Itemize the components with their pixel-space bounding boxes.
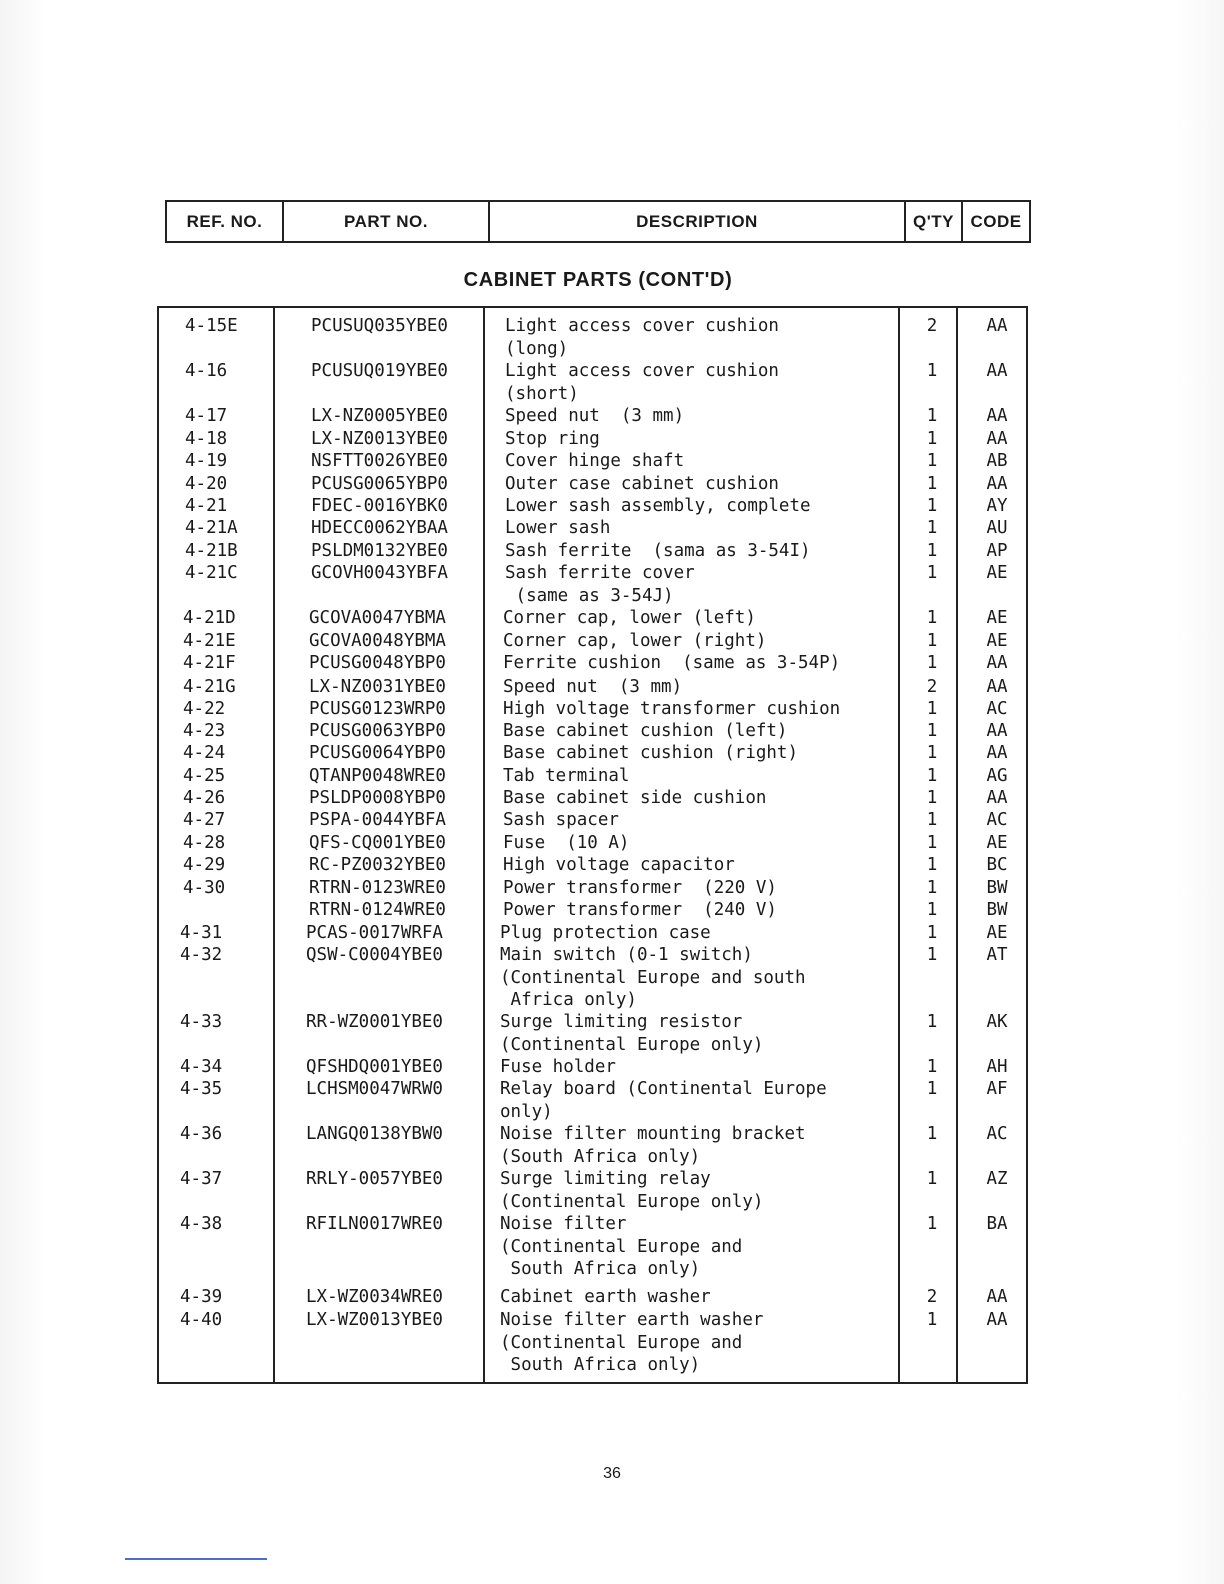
part-no-cell: PCAS-0017WRFA (306, 923, 443, 943)
code-cell: AA (986, 429, 1008, 449)
description-line: Surge limiting relay (500, 1169, 711, 1189)
qty-cell: 1 (926, 1012, 938, 1032)
qty-cell: 1 (926, 1079, 938, 1099)
part-no-cell: PCUSG0065YBP0 (311, 474, 448, 494)
description-line: Sash spacer (503, 810, 619, 830)
code-cell: AA (986, 721, 1008, 741)
code-cell: BW (986, 900, 1008, 920)
ref-no-cell: 4-39 (180, 1287, 223, 1307)
description-line: Fuse holder (500, 1057, 616, 1077)
part-no-cell: QTANP0048WRE0 (309, 766, 446, 786)
code-cell: AE (986, 631, 1008, 651)
ref-no-cell: 4-26 (183, 788, 226, 808)
description-cell (503, 765, 629, 788)
code-cell: AG (986, 766, 1008, 786)
description-line: Base cabinet cushion (left) (503, 721, 788, 741)
part-no-cell: PCUSG0048YBP0 (309, 653, 446, 673)
ref-no-cell: 4-34 (180, 1057, 223, 1077)
ref-no-cell: 4-38 (180, 1214, 223, 1234)
qty-cell: 1 (926, 923, 938, 943)
code-cell: AZ (986, 1169, 1008, 1189)
code-cell: AT (986, 945, 1008, 965)
qty-cell: 1 (926, 451, 938, 471)
description-line: Corner cap, lower (left) (503, 608, 756, 628)
part-no-cell: QFS-CQ001YBE0 (309, 833, 446, 853)
ref-no-cell: 4-32 (180, 945, 223, 965)
description-cell (503, 809, 619, 832)
description-line: Plug protection case (500, 923, 711, 943)
part-no-cell: RTRN-0123WRE0 (309, 878, 446, 898)
code-cell: AA (986, 1287, 1008, 1307)
description-line: Cabinet earth washer (500, 1287, 711, 1307)
description-cell (505, 562, 695, 607)
description-line: Lower sash (505, 518, 611, 538)
qty-cell: 1 (926, 1214, 938, 1234)
qty-cell: 1 (926, 855, 938, 875)
qty-cell: 1 (926, 406, 938, 426)
part-no-cell: LANGQ0138YBW0 (306, 1124, 443, 1144)
ref-no-cell: 4-27 (183, 810, 226, 830)
qty-cell: 1 (926, 878, 938, 898)
description-cell (503, 899, 777, 922)
ref-no-cell: 4-21D (183, 608, 236, 628)
column-divider (898, 308, 900, 1382)
description-cell (500, 922, 711, 945)
header-description: DESCRIPTION (490, 202, 906, 241)
qty-cell: 1 (926, 518, 938, 538)
description-line: (Continental Europe only) (500, 1191, 764, 1212)
code-cell: AC (986, 699, 1008, 719)
part-no-cell: RTRN-0124WRE0 (309, 900, 446, 920)
description-line: Relay board (Continental Europe (500, 1079, 827, 1099)
code-cell: AA (986, 361, 1008, 381)
qty-cell: 1 (926, 945, 938, 965)
description-line: Ferrite cushion (same as 3-54P) (503, 653, 841, 673)
code-cell: AA (986, 406, 1008, 426)
description-line: (long) (505, 338, 569, 359)
description-line: High voltage transformer cushion (503, 699, 841, 719)
code-cell: AE (986, 608, 1008, 628)
code-cell: AF (986, 1079, 1008, 1099)
part-no-cell: QSW-C0004YBE0 (306, 945, 443, 965)
part-no-cell: PSPA-0044YBFA (309, 810, 446, 830)
description-cell (503, 630, 766, 653)
code-cell: AY (986, 496, 1008, 516)
header-qty: Q'TY (906, 202, 963, 241)
section-title: CABINET PARTS (CONT'D) (463, 269, 733, 291)
description-line: Light access cover cushion (505, 316, 779, 336)
qty-cell: 1 (926, 563, 938, 583)
qty-cell: 1 (926, 474, 938, 494)
description-line: Speed nut (3 mm) (503, 677, 683, 697)
ref-no-cell: 4-21C (185, 563, 238, 583)
qty-cell: 1 (926, 429, 938, 449)
ref-no-cell: 4-21E (183, 631, 236, 651)
qty-cell: 1 (926, 1169, 938, 1189)
part-no-cell: GCOVH0043YBFA (311, 563, 448, 583)
part-no-cell: PCUSUQ019YBE0 (311, 361, 448, 381)
description-cell (503, 787, 766, 810)
description-line: only) (500, 1101, 553, 1122)
part-no-cell: HDECC0062YBAA (311, 518, 448, 538)
code-cell: AA (986, 788, 1008, 808)
description-line: Surge limiting resistor (500, 1012, 743, 1032)
description-line: (Continental Europe and (500, 1236, 743, 1257)
description-cell (503, 877, 777, 900)
qty-cell: 1 (926, 743, 938, 763)
description-line: (South Africa only) (500, 1146, 701, 1167)
code-cell: AC (986, 810, 1008, 830)
qty-cell: 2 (926, 316, 938, 336)
part-no-cell: RR-WZ0001YBE0 (306, 1012, 443, 1032)
description-cell (505, 360, 779, 405)
description-line: Base cabinet side cushion (503, 788, 767, 808)
description-line: (Continental Europe only) (500, 1034, 764, 1055)
description-line: Noise filter mounting bracket (500, 1124, 806, 1144)
part-no-cell: FDEC-0016YBK0 (311, 496, 448, 516)
description-cell (505, 450, 684, 473)
ref-no-cell: 4-35 (180, 1079, 223, 1099)
ref-no-cell: 4-20 (185, 474, 228, 494)
description-cell (500, 1213, 742, 1281)
description-cell (505, 540, 811, 563)
description-line: Power transformer (240 V) (503, 900, 777, 920)
code-cell: AA (986, 474, 1008, 494)
qty-cell: 2 (926, 1287, 938, 1307)
ref-no-cell: 4-21F (183, 653, 236, 673)
description-line: Power transformer (220 V) (503, 878, 777, 898)
ref-no-cell: 4-18 (185, 429, 228, 449)
ref-no-cell: 4-30 (183, 878, 226, 898)
description-cell (503, 676, 682, 699)
header-part-no: PART NO. (284, 202, 490, 241)
description-line: Cover hinge shaft (505, 451, 685, 471)
description-cell (503, 742, 798, 765)
description-line: Sash ferrite (sama as 3-54I) (505, 541, 811, 561)
code-cell: BA (986, 1214, 1008, 1234)
description-line: Tab terminal (503, 766, 630, 786)
description-cell (503, 720, 787, 743)
description-line: (same as 3-54J) (505, 585, 674, 606)
part-no-cell: GCOVA0047YBMA (309, 608, 446, 628)
description-line: Lower sash assembly, complete (505, 496, 811, 516)
qty-cell: 1 (926, 361, 938, 381)
ref-no-cell: 4-15E (185, 316, 238, 336)
page-edge-left (0, 0, 48, 1584)
part-no-cell: GCOVA0048YBMA (309, 631, 446, 651)
column-header-table (165, 200, 1031, 243)
code-cell: AU (986, 518, 1008, 538)
description-line: High voltage capacitor (503, 855, 735, 875)
code-cell: AH (986, 1057, 1008, 1077)
part-no-cell: RFILN0017WRE0 (306, 1214, 443, 1234)
qty-cell: 1 (926, 541, 938, 561)
description-line: (Continental Europe and south (500, 967, 806, 988)
ref-no-cell: 4-25 (183, 766, 226, 786)
description-line: (Continental Europe and (500, 1332, 743, 1353)
ref-no-cell: 4-29 (183, 855, 226, 875)
description-line: Stop ring (505, 429, 600, 449)
description-line: Noise filter earth washer (500, 1310, 764, 1330)
description-line: Africa only) (500, 990, 637, 1010)
description-line: Light access cover cushion (505, 361, 779, 381)
qty-cell: 1 (926, 1057, 938, 1077)
parts-table (157, 306, 1028, 1384)
description-cell (505, 315, 779, 360)
description-line: Outer case cabinet cushion (505, 474, 779, 494)
page-edge-right (1176, 0, 1224, 1584)
description-cell (503, 652, 840, 675)
part-no-cell: NSFTT0026YBE0 (311, 451, 448, 471)
column-divider (273, 308, 275, 1382)
ref-no-cell: 4-23 (183, 721, 226, 741)
qty-cell: 1 (926, 631, 938, 651)
ref-no-cell: 4-37 (180, 1169, 223, 1189)
description-cell (503, 607, 756, 630)
ref-no-cell: 4-24 (183, 743, 226, 763)
description-cell (500, 1056, 616, 1079)
qty-cell: 1 (926, 766, 938, 786)
description-cell (505, 428, 600, 451)
part-no-cell: PSLDM0132YBE0 (311, 541, 448, 561)
part-no-cell: RC-PZ0032YBE0 (309, 855, 446, 875)
part-no-cell: PCUSG0063YBP0 (309, 721, 446, 741)
description-line: South Africa only) (500, 1355, 701, 1375)
header-code: CODE (970, 211, 1022, 231)
qty-cell: 1 (926, 788, 938, 808)
part-no-cell: QFSHDQ001YBE0 (306, 1057, 443, 1077)
part-no-cell: PSLDP0008YBP0 (309, 788, 446, 808)
column-divider (956, 308, 958, 1382)
description-cell (500, 944, 806, 1012)
description-cell (500, 1309, 763, 1377)
ref-no-cell: 4-16 (185, 361, 228, 381)
part-no-cell: LX-NZ0013YBE0 (311, 429, 448, 449)
code-cell: BW (986, 878, 1008, 898)
ref-no-cell: 4-40 (180, 1310, 223, 1330)
description-cell (500, 1078, 827, 1123)
ref-no-cell: 4-17 (185, 406, 228, 426)
description-line: Sash ferrite cover (505, 563, 695, 583)
description-line: Corner cap, lower (right) (503, 631, 767, 651)
description-line: (short) (505, 383, 579, 404)
description-cell (500, 1123, 806, 1168)
code-cell: AA (986, 1310, 1008, 1330)
ref-no-cell: 4-21G (183, 677, 236, 697)
part-no-cell: LCHSM0047WRW0 (306, 1079, 443, 1099)
part-no-cell: LX-NZ0031YBE0 (309, 677, 446, 697)
qty-cell: 1 (926, 833, 938, 853)
description-line: South Africa only) (500, 1259, 701, 1279)
code-cell: AE (986, 563, 1008, 583)
code-cell: AE (986, 833, 1008, 853)
code-cell: AE (986, 923, 1008, 943)
part-no-cell: PCUSUQ035YBE0 (311, 316, 448, 336)
ref-no-cell: 4-33 (180, 1012, 223, 1032)
description-line: Base cabinet cushion (right) (503, 743, 799, 763)
description-cell (500, 1168, 763, 1213)
header-ref-no: REF. NO. (167, 202, 284, 241)
qty-cell: 1 (926, 608, 938, 628)
ref-no-cell: 4-22 (183, 699, 226, 719)
ref-no-cell: 4-21 (185, 496, 228, 516)
qty-cell: 1 (926, 496, 938, 516)
column-divider (483, 308, 485, 1382)
part-no-cell: PCUSG0064YBP0 (309, 743, 446, 763)
code-cell: AP (986, 541, 1008, 561)
description-cell (500, 1286, 711, 1309)
qty-cell: 1 (926, 1124, 938, 1144)
part-no-cell: LX-NZ0005YBE0 (311, 406, 448, 426)
description-line: Speed nut (3 mm) (505, 406, 685, 426)
ref-no-cell: 4-19 (185, 451, 228, 471)
code-cell: AC (986, 1124, 1008, 1144)
description-cell (503, 832, 629, 855)
part-no-cell: RRLY-0057YBE0 (306, 1169, 443, 1189)
code-cell: AA (986, 677, 1008, 697)
description-line: Fuse (10 A) (503, 833, 630, 853)
description-line: Noise filter (500, 1214, 627, 1234)
ref-no-cell: 4-21B (185, 541, 238, 561)
description-cell (505, 405, 684, 428)
ref-no-cell: 4-21A (185, 518, 238, 538)
description-cell (503, 854, 735, 877)
ref-no-cell: 4-36 (180, 1124, 223, 1144)
footer-rule (125, 1558, 267, 1560)
code-cell: AA (986, 316, 1008, 336)
ref-no-cell: 4-28 (183, 833, 226, 853)
description-cell (505, 495, 811, 518)
qty-cell: 1 (926, 721, 938, 741)
qty-cell: 1 (926, 900, 938, 920)
description-line: Main switch (0-1 switch) (500, 945, 753, 965)
qty-cell: 1 (926, 810, 938, 830)
description-cell (500, 1011, 763, 1056)
description-cell (503, 698, 840, 721)
qty-cell: 2 (926, 677, 938, 697)
code-cell: AA (986, 653, 1008, 673)
ref-no-cell: 4-31 (180, 923, 223, 943)
qty-cell: 1 (926, 1310, 938, 1330)
code-cell: BC (986, 855, 1008, 875)
part-no-cell: PCUSG0123WRP0 (309, 699, 446, 719)
code-cell: AK (986, 1012, 1008, 1032)
code-cell: AA (986, 743, 1008, 763)
description-cell (505, 517, 610, 540)
part-no-cell: LX-WZ0034WRE0 (306, 1287, 443, 1307)
page-number: 36 (603, 1465, 621, 1482)
qty-cell: 1 (926, 699, 938, 719)
part-no-cell: LX-WZ0013YBE0 (306, 1310, 443, 1330)
description-cell (505, 473, 779, 496)
code-cell: AB (986, 451, 1008, 471)
qty-cell: 1 (926, 653, 938, 673)
